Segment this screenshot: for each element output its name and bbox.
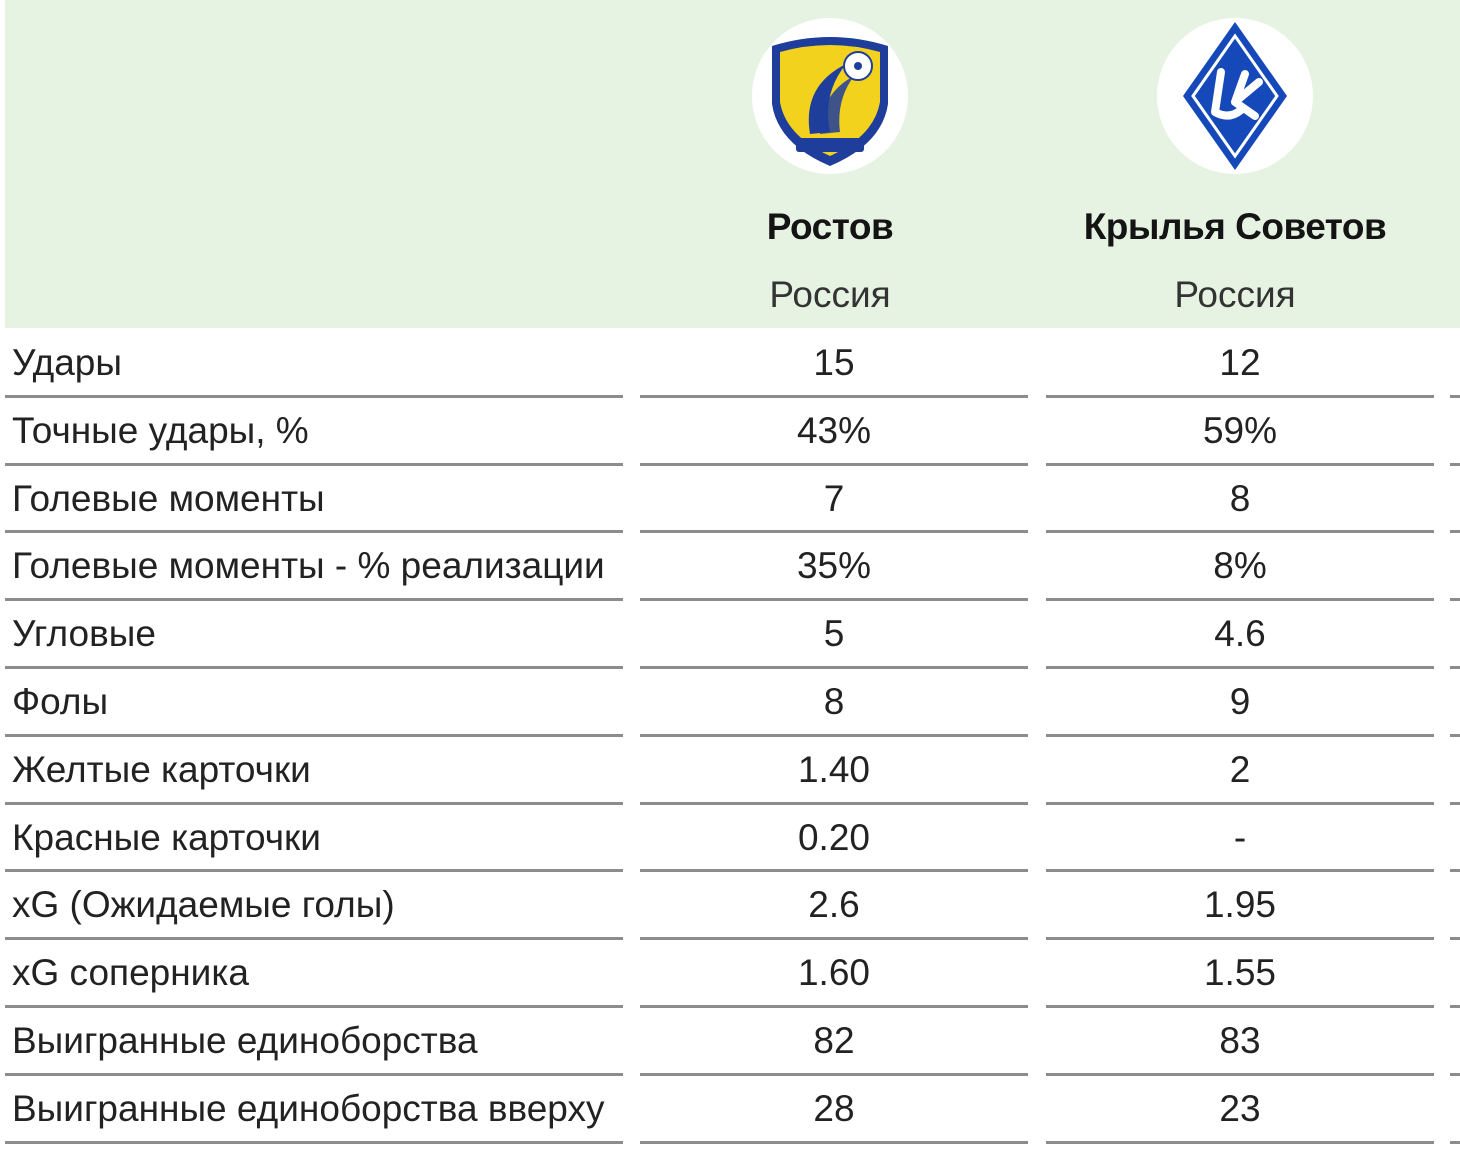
- team-column-rostov: [630, 0, 1030, 328]
- row-divider: [5, 1141, 623, 1144]
- krylia-sovetov-value: 12: [1219, 342, 1261, 383]
- stat-label: Голевые моменты - % реализации: [12, 545, 605, 587]
- table-row: [0, 533, 1460, 601]
- team-name: Крылья Советов: [1083, 206, 1387, 247]
- table-row: [0, 330, 1460, 398]
- krylia-sovetov-value: -: [1233, 816, 1247, 858]
- krylia-sovetov-value: 2: [1229, 748, 1251, 790]
- stats-table: [0, 330, 1460, 1144]
- stat-label: Фолы: [12, 680, 109, 722]
- table-row: [0, 940, 1460, 1008]
- krylia-sovetov-value: 59%: [1202, 409, 1278, 451]
- stat-label: Угловые: [12, 613, 156, 655]
- table-row: [0, 737, 1460, 805]
- table-row: [0, 805, 1460, 873]
- krylia-sovetov-value: 4.6: [1214, 613, 1266, 655]
- krylia-sovetov-value: 1.95: [1203, 884, 1276, 926]
- stat-label: Красные карточки: [12, 816, 321, 858]
- row-divider: [1450, 1141, 1460, 1144]
- krylia-sovetov-value: 23: [1219, 1087, 1261, 1129]
- rostov-value: 0.20: [797, 816, 870, 858]
- krylia-sovetov-value: 1.55: [1203, 952, 1276, 994]
- stat-label: Удары: [12, 342, 122, 383]
- stat-label: Желтые карточки: [12, 748, 311, 790]
- krylia-sovetov-value: 9: [1229, 680, 1251, 722]
- rostov-value: 7: [823, 477, 845, 519]
- table-row: [0, 601, 1460, 669]
- stat-label: Голевые моменты: [12, 477, 325, 519]
- fc-rostov-crest-icon: [750, 16, 910, 176]
- team-name: Ростов: [766, 206, 894, 247]
- krylia-sovetov-value: 8%: [1213, 545, 1267, 587]
- rostov-value: 1.60: [797, 952, 870, 994]
- team-country: Россия: [769, 274, 891, 315]
- stat-label: xG соперника: [12, 952, 249, 994]
- rostov-value: 28: [813, 1087, 855, 1129]
- team-country: Россия: [1174, 274, 1296, 315]
- rostov-value: 35%: [796, 545, 872, 587]
- krylia-sovetov-value: 83: [1219, 1019, 1261, 1061]
- team-column-krylia-sovetov: [1035, 0, 1435, 328]
- stat-label: xG (Ожидаемые голы): [12, 884, 395, 926]
- stat-label: Выигранные единоборства: [12, 1019, 478, 1061]
- rostov-value: 43%: [796, 409, 872, 451]
- table-row: [0, 669, 1460, 737]
- rostov-value: 8: [823, 680, 845, 722]
- rostov-value: 2.6: [808, 884, 860, 926]
- table-row: [0, 1008, 1460, 1076]
- row-divider: [640, 1141, 1028, 1144]
- row-divider: [1046, 1141, 1434, 1144]
- rostov-value: 5: [823, 613, 845, 655]
- krylia-sovetov-crest-icon: [1155, 16, 1315, 176]
- table-row: [0, 398, 1460, 466]
- stat-label: Выигранные единоборства вверху: [12, 1087, 605, 1129]
- table-row: [0, 466, 1460, 534]
- rostov-value: 1.40: [797, 748, 870, 790]
- rostov-value: 15: [813, 342, 855, 383]
- table-row: [0, 1076, 1460, 1144]
- rostov-value: 82: [813, 1019, 855, 1061]
- table-row: [0, 872, 1460, 940]
- stat-label: Точные удары, %: [12, 409, 309, 451]
- krylia-sovetov-value: 8: [1229, 477, 1251, 519]
